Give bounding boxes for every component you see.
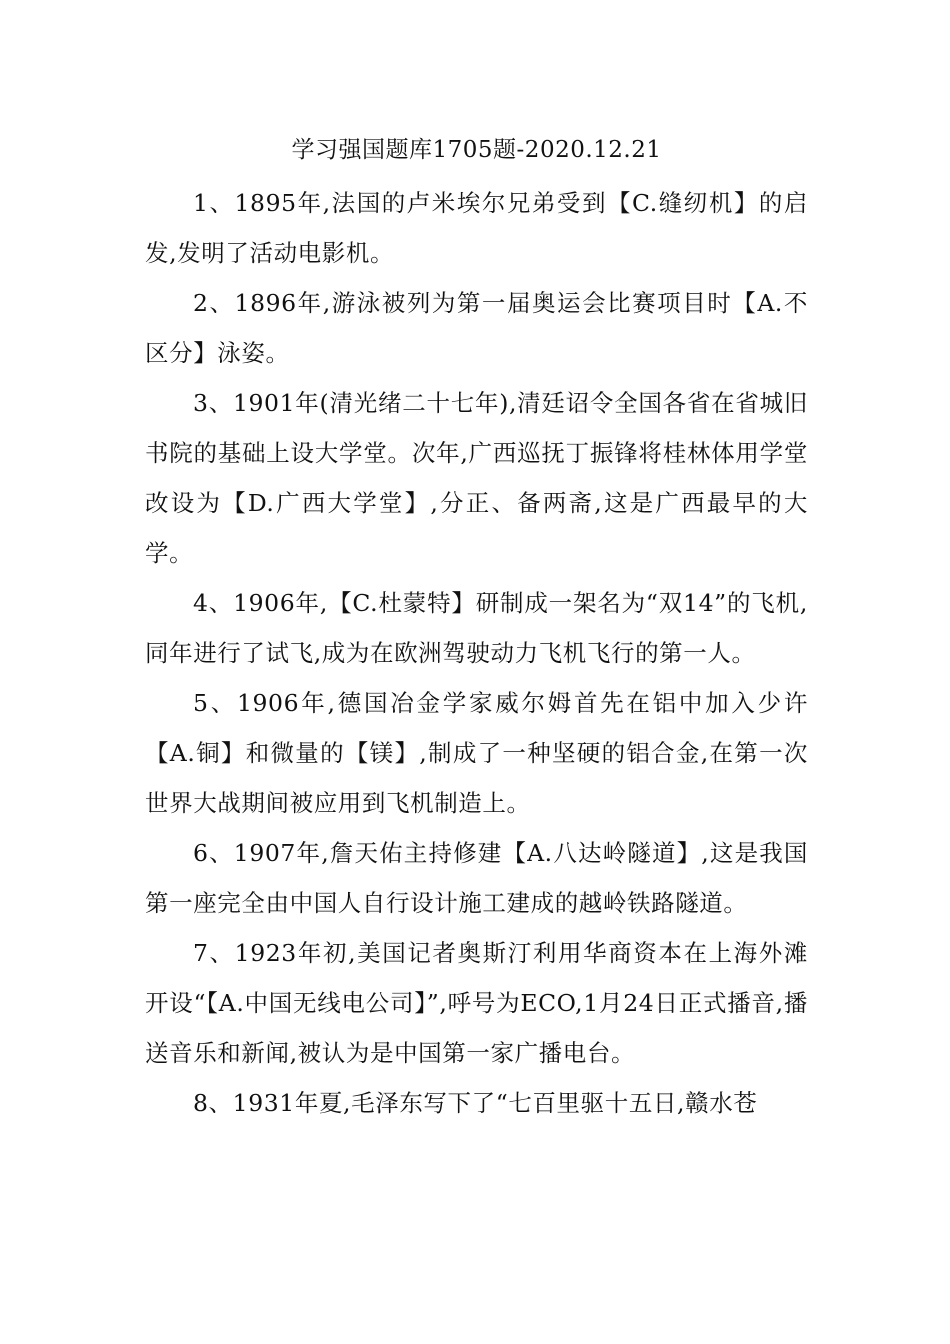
question-paragraph-5: 5、1906年,德国冶金学家威尔姆首先在铝中加入少许【A.铜】和微量的【镁】,制成了一种坚硬的铝合金,在第一次世界大战期间被应用到飞机制造上。 [145, 689, 808, 817]
question-paragraph-2: 2、1896年,游泳被列为第一届奥运会比赛项目时【A.不区分】泳姿。 [145, 289, 808, 367]
question-paragraph-8: 8、1931年夏,毛泽东写下了“七百里驱十五日,赣水苍 [193, 1089, 758, 1117]
question-paragraph-6: 6、1907年,詹天佑主持修建【A.八达岭隧道】,这是我国第一座完全由中国人自行设计施工建成的越岭铁路隧道。 [145, 839, 808, 917]
question-paragraph-4: 4、1906年,【C.杜蒙特】研制成一架名为“双14”的飞机,同年进行了试飞,成为在欧洲驾驶动力飞机飞行的第一人。 [145, 589, 808, 667]
document-page [145, 132, 808, 1128]
question-paragraph-1: 1、1895年,法国的卢米埃尔兄弟受到【C.缝纫机】的启发,发明了活动电影机。 [145, 189, 808, 267]
question-paragraph-3: 3、1901年(清光绪二十七年),清廷诏令全国各省在省城旧书院的基础上设大学堂。次年,广西巡抚丁振锋将桂林体用学堂改设为【D.广西大学堂】,分正、备两斋,这是广西最早的大学。 [145, 389, 808, 567]
document-title: 学习强国题库1705题-2020.12.21 [291, 137, 662, 163]
question-paragraph-7: 7、1923年初,美国记者奥斯汀利用华商资本在上海外滩开设“【A.中国无线电公司】”,呼号为ECO,1月24日正式播音,播送音乐和新闻,被认为是中国第一家广播电台。 [145, 939, 808, 1067]
